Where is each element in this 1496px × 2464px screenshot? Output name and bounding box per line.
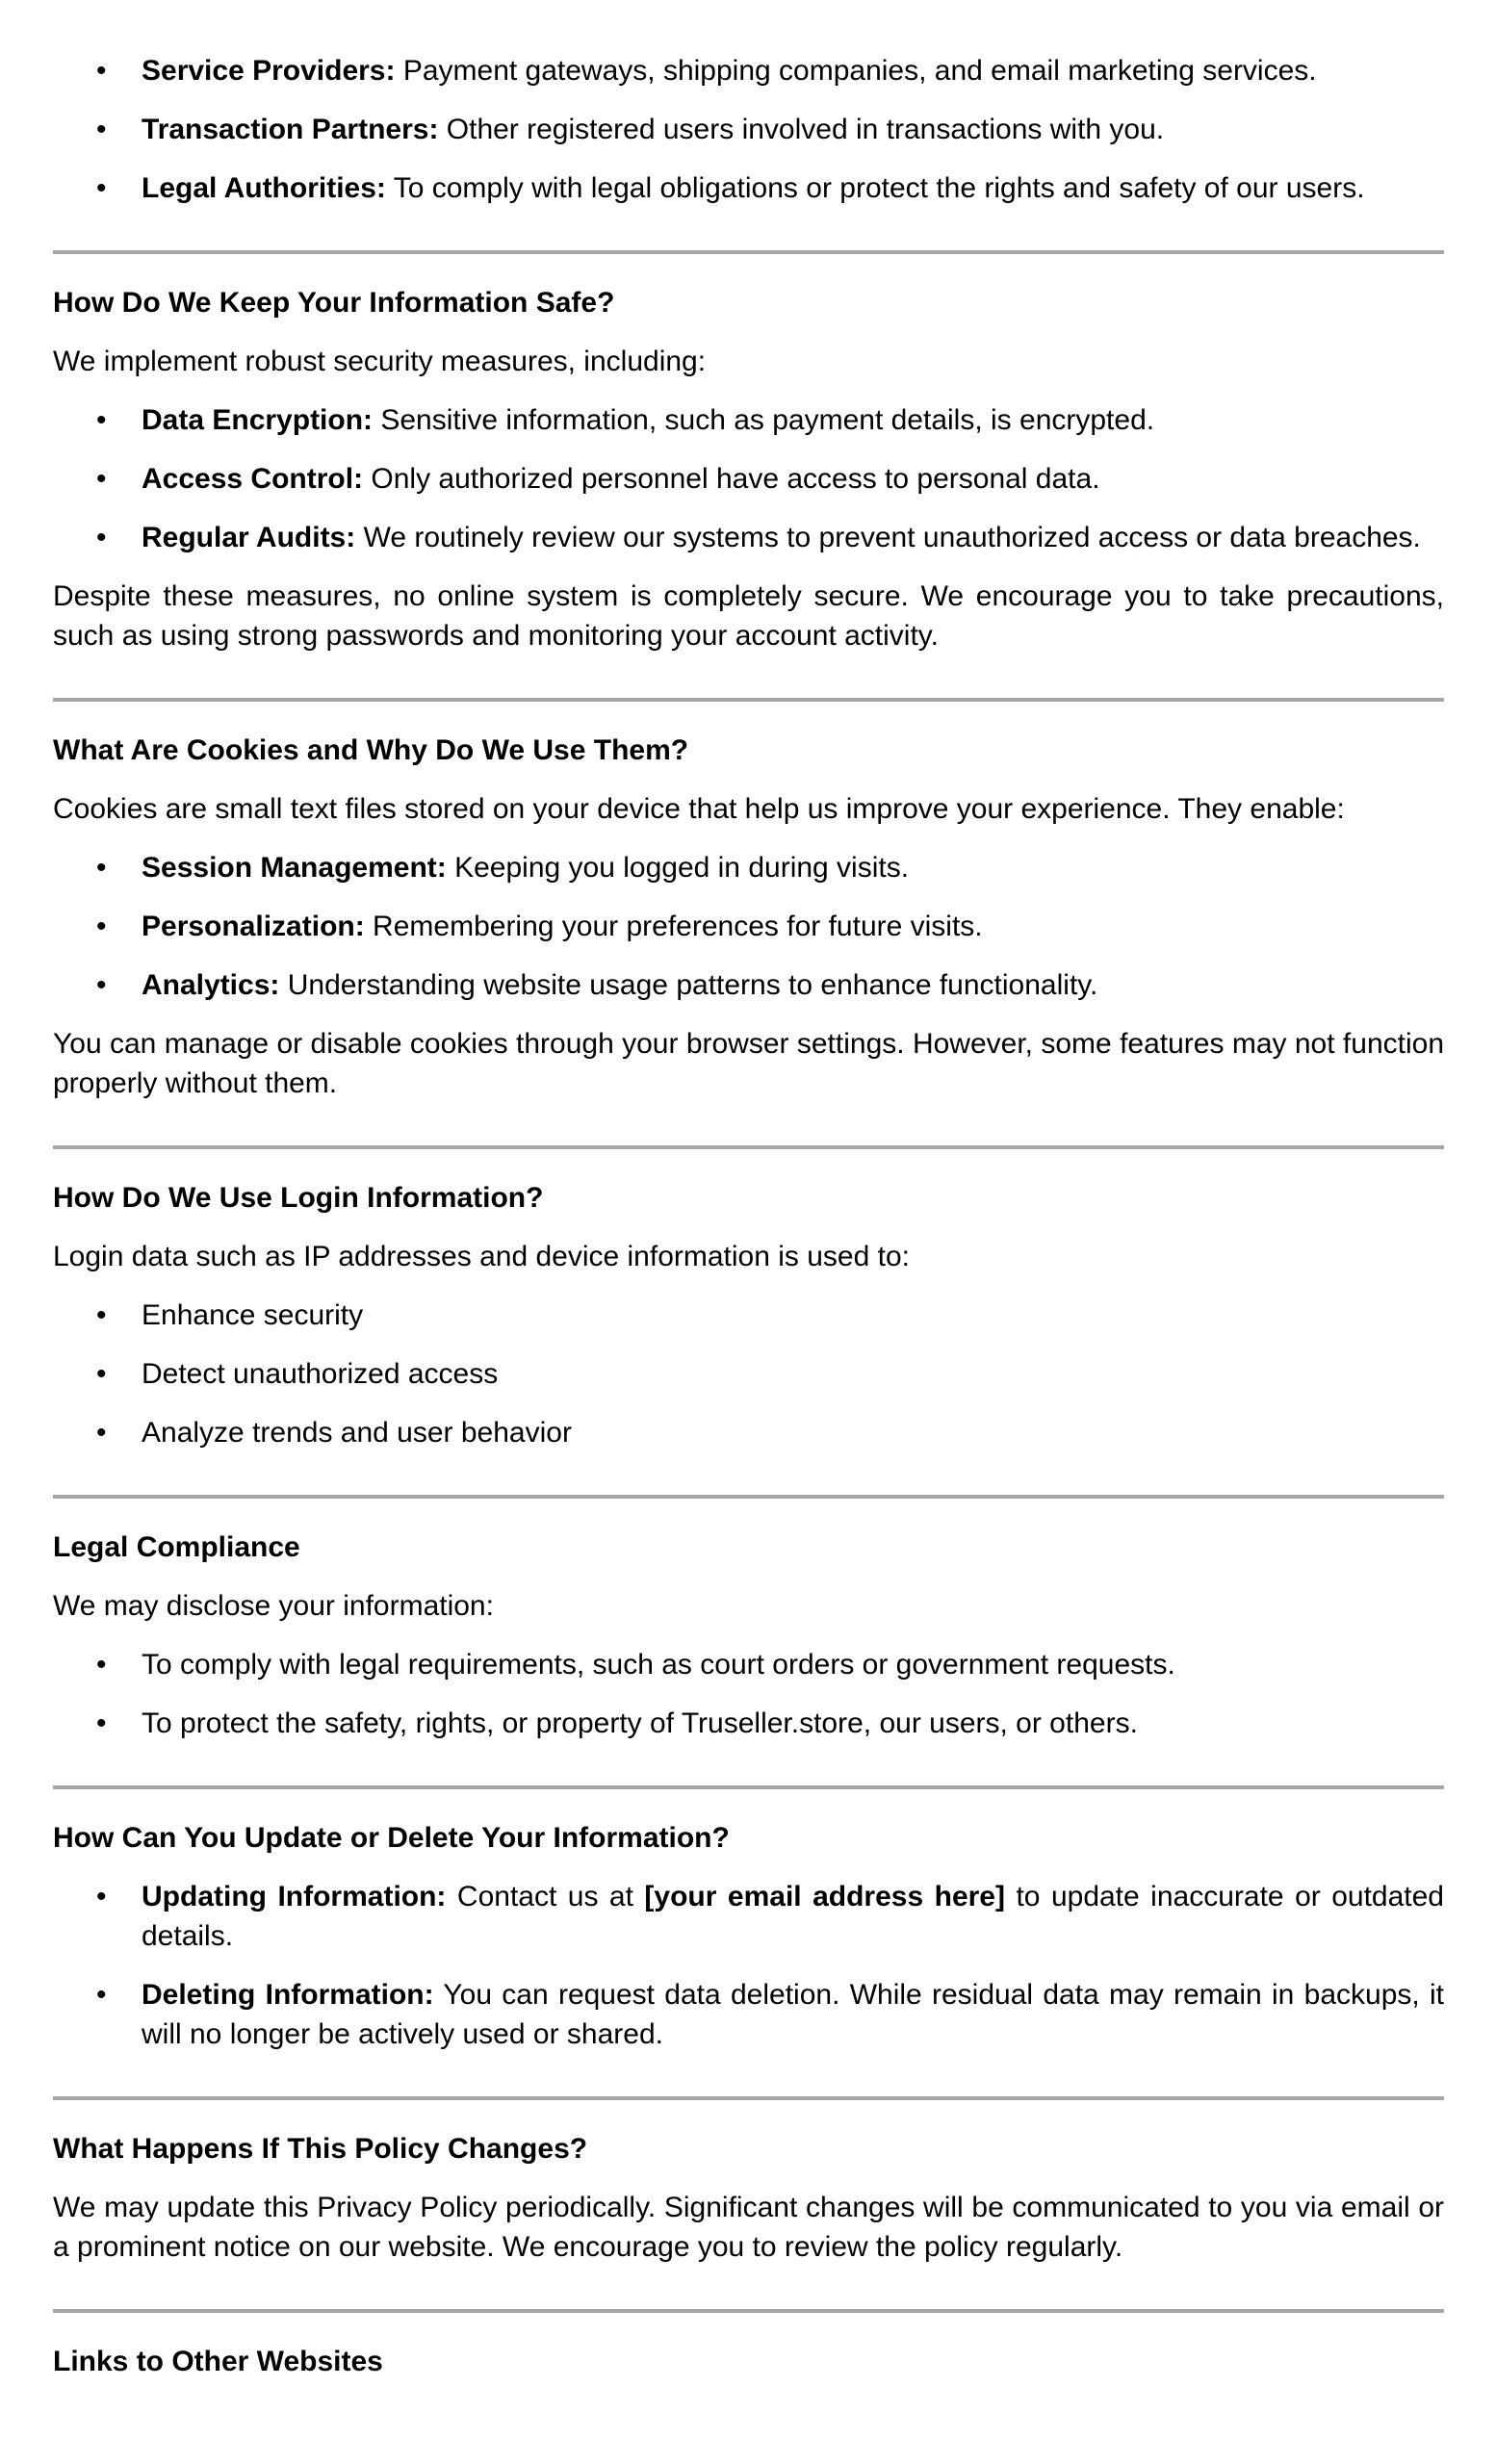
section-intro: Cookies are small text files stored on your device that help us improve your experience. They enable: — [53, 793, 1345, 825]
list-item — [53, 459, 1444, 499]
section-divider — [53, 2096, 1444, 2100]
item-lead: Transaction Partners: — [142, 114, 439, 145]
item-text: Other registered users involved in transactions with you. — [438, 114, 1165, 145]
list-item — [53, 168, 1444, 208]
bullet-icon: • — [96, 1358, 107, 1390]
item-text: To comply with legal requirements, such as court orders or government requests. — [142, 1649, 1175, 1681]
item-text: Detect unauthorized access — [142, 1358, 499, 1390]
section-heading-update: How Can You Update or Delete Your Information? — [53, 1822, 730, 1854]
section-outro: Despite these measures, no online system is completely secure. We encourage you to take precautions, such as using strong passwords and monitoring your account activity. — [53, 580, 1444, 652]
list-item — [53, 400, 1444, 440]
bullet-icon: • — [96, 172, 107, 204]
bullet-icon: • — [96, 463, 107, 495]
section-heading-cookies: What Are Cookies and Why Do We Use Them? — [53, 734, 689, 766]
bullet-icon: • — [96, 911, 107, 942]
list-item — [53, 1704, 1444, 1743]
list-item — [53, 1645, 1444, 1684]
bullet-icon: • — [96, 55, 107, 87]
item-lead: Legal Authorities: — [142, 172, 386, 204]
item-lead: Analytics: — [142, 969, 280, 1001]
item-lead: Updating Information: — [142, 1881, 447, 1912]
item-lead: Data Encryption: — [142, 404, 374, 436]
login-list — [53, 1296, 1444, 1452]
section-heading-links: Links to Other Websites — [53, 2346, 383, 2377]
item-text: To protect the safety, rights, or property of Truseller.store, our users, or others. — [142, 1707, 1138, 1739]
section-heading-safety: How Do We Keep Your Information Safe? — [53, 287, 615, 319]
bullet-icon: • — [96, 1299, 107, 1331]
update-list — [53, 1877, 1444, 2054]
section-divider — [53, 698, 1444, 702]
section-divider — [53, 250, 1444, 254]
item-text: You can request data deletion. While residual data may remain in backups, it will no longer be actively used or shared. — [142, 1979, 1444, 2050]
item-text: Remembering your preferences for future visits. — [364, 911, 983, 942]
safety-list — [53, 400, 1444, 557]
item-lead: Regular Audits: — [142, 522, 356, 553]
list-item — [53, 518, 1444, 557]
section-intro: We implement robust security measures, including: — [53, 346, 707, 377]
section-heading-login: How Do We Use Login Information? — [53, 1182, 544, 1214]
list-item — [53, 1975, 1444, 2054]
list-item — [53, 1877, 1444, 1956]
item-lead: Access Control: — [142, 463, 364, 495]
item-text: Keeping you logged in during visits. — [446, 852, 910, 884]
bullet-icon: • — [96, 522, 107, 553]
item-text: Sensitive information, such as payment details, is encrypted. — [373, 404, 1155, 436]
email-placeholder: [your email address here] — [644, 1881, 1005, 1912]
item-lead: Session Management: — [142, 852, 447, 884]
list-item — [53, 51, 1444, 90]
section-outro: You can manage or disable cookies through your browser settings. However, some features may not function properly without them. — [53, 1028, 1444, 1099]
bullet-icon: • — [96, 1881, 107, 1912]
item-lead: Service Providers: — [142, 55, 396, 87]
third-party-list — [53, 0, 1444, 208]
bullet-icon: • — [96, 852, 107, 884]
bullet-icon: • — [96, 1707, 107, 1739]
legal-list — [53, 1645, 1444, 1743]
section-divider — [53, 1495, 1444, 1499]
item-text: To comply with legal obligations or protect the rights and safety of our users. — [385, 172, 1365, 204]
list-item — [53, 907, 1444, 946]
item-text: Understanding website usage patterns to enhance functionality. — [279, 969, 1098, 1001]
item-text: to update inaccurate or outdated details. — [142, 1881, 1444, 1952]
item-lead: Personalization: — [142, 911, 365, 942]
privacy-policy-document — [53, 0, 1444, 2381]
bullet-icon: • — [96, 1979, 107, 2011]
list-item — [53, 1354, 1444, 1394]
item-text: Contact us at — [446, 1881, 645, 1912]
item-text: We routinely review our systems to prevent unauthorized access or data breaches. — [355, 522, 1421, 553]
bullet-icon: • — [96, 969, 107, 1001]
section-intro: We may disclose your information: — [53, 1590, 494, 1622]
section-heading-changes: What Happens If This Policy Changes? — [53, 2133, 588, 2165]
section-divider — [53, 2309, 1444, 2313]
item-text: Only authorized personnel have access to personal data. — [363, 463, 1100, 495]
list-item — [53, 848, 1444, 887]
item-text: Payment gateways, shipping companies, and email marketing services. — [395, 55, 1317, 87]
section-text: We may update this Privacy Policy periodically. Significant changes will be communicated to you via email or a prominent notice on our website. We encourage you to review the policy regularly. — [53, 2192, 1444, 2263]
list-item — [53, 965, 1444, 1005]
bullet-icon: • — [96, 404, 107, 436]
bullet-icon: • — [96, 1649, 107, 1681]
cookies-list — [53, 848, 1444, 1005]
list-item — [53, 110, 1444, 149]
list-item — [53, 1296, 1444, 1335]
bullet-icon: • — [96, 114, 107, 145]
section-divider — [53, 1145, 1444, 1149]
item-lead: Deleting Information: — [142, 1979, 434, 2011]
section-divider — [53, 1785, 1444, 1789]
item-text: Analyze trends and user behavior — [142, 1417, 572, 1449]
bullet-icon: • — [96, 1417, 107, 1449]
section-intro: Login data such as IP addresses and device information is used to: — [53, 1241, 910, 1272]
item-text: Enhance security — [142, 1299, 364, 1331]
list-item — [53, 1413, 1444, 1452]
section-heading-legal: Legal Compliance — [53, 1531, 300, 1563]
